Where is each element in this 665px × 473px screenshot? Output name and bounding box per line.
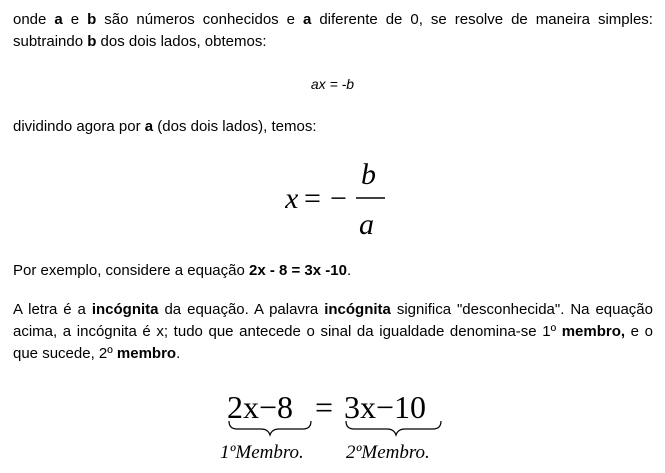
equation-fraction — [285, 160, 405, 240]
paragraph-divide — [13, 116, 653, 138]
example-equation: 2x - 8 = 3x -10 — [248, 262, 347, 279]
text-span: A letra é a — [13, 301, 92, 318]
text-span: e o que sucede, 2º — [13, 323, 653, 362]
text-span: dos dois lados, obtemos: — [96, 33, 267, 50]
variable-a: a — [144, 118, 154, 135]
text-span: diferente de 0, se resolve de maneira simples: subtraindo — [13, 11, 653, 50]
paragraph-intro — [13, 9, 653, 53]
text-span: Por exemplo, considere a equação — [13, 262, 249, 279]
label-first-member: 1ºMembro. — [220, 442, 304, 463]
text-span: e — [62, 11, 88, 28]
text-span: . — [176, 345, 181, 362]
eq-minus: − — [330, 182, 347, 215]
equation-ax-minus-b: ax = -b — [310, 76, 355, 92]
variable-a: a — [54, 11, 63, 28]
text-span: dividindo agora por — [13, 118, 145, 135]
variable-a: a — [303, 11, 312, 28]
text-span: significa "desconhecida". Na equação acima, a incógnita é x; tudo que antecede o sinal da igualdade denomina-se 1º — [13, 301, 653, 340]
term-incognita: incógnita — [91, 301, 159, 318]
text-span: . — [346, 262, 352, 279]
label-second-member: 2ºMembro. — [346, 442, 430, 463]
variable-b: b — [87, 11, 97, 28]
term-membro: membro, — [561, 323, 626, 340]
eq-right-member: 3x−10 — [344, 389, 427, 425]
text-span: da equação. A palavra — [158, 301, 325, 318]
paragraph-incognita — [13, 299, 653, 365]
term-membro: membro — [116, 345, 177, 362]
text-span: são números conhecidos e — [96, 11, 303, 28]
text-span: onde — [13, 11, 55, 28]
eq-denominator: a — [359, 208, 374, 240]
eq-numerator: b — [361, 160, 376, 191]
text-span: (dos dois lados), temos: — [153, 118, 317, 135]
term-incognita: incógnita — [324, 301, 391, 318]
paragraph-example — [13, 260, 653, 282]
variable-b: b — [87, 33, 97, 50]
eq-members-equals: = — [315, 389, 334, 425]
eq-equals: = — [304, 182, 321, 215]
eq-lhs-x: x — [285, 182, 299, 215]
eq-left-member: 2x−8 — [227, 389, 294, 425]
equation-members — [215, 388, 455, 468]
